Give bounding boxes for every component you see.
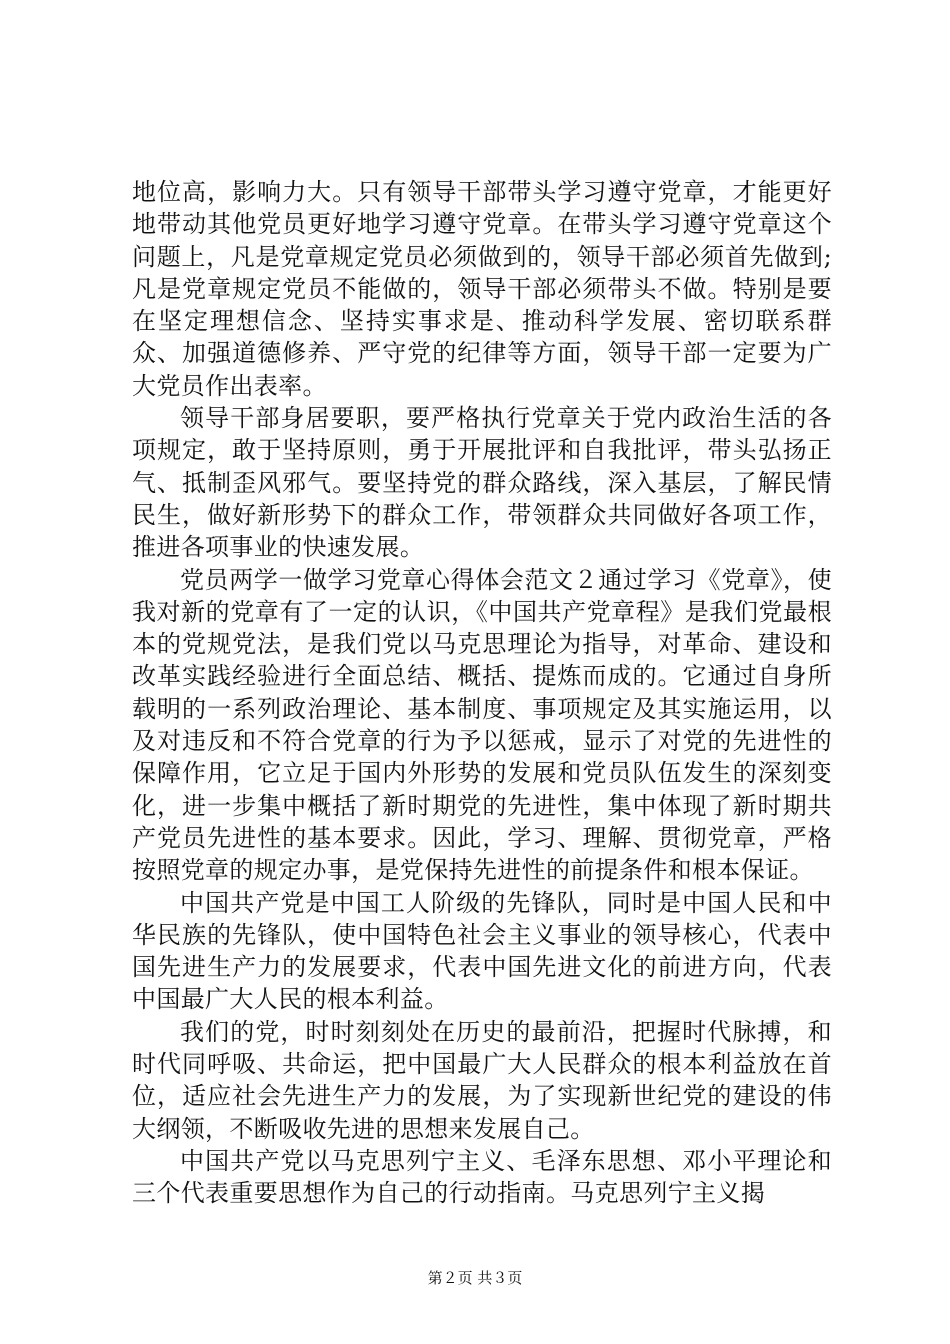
paragraph-party-forefront: 我们的党，时时刻刻处在历史的最前沿，把握时代脉搏，和时代同呼吸、共命运，把中国最广大人民群众的根本利益放在首位，适应社会先进生产力的发展，为了实现新世纪党的建设的伟大纲领，不断吸收先进的思想来发展自己。 xyxy=(132,1017,832,1143)
page-number-footer: 第２页 共３页 xyxy=(427,1269,523,1287)
paragraph-essay-two-intro: 党员两学一做学习党章心得体会范文２通过学习《党章》，使我对新的党章有了一定的认识，《中国共产党章程》是我们党最根本的党规党法，是我们党以马克思理论为指导，对革命、建设和改革实践经验进行全面总结、概括、提炼而成的。它通过自身所载明的一系列政治理论、基本制度、事项规定及其实施运用，以及对违反和不符合党章的行为予以惩戒，显示了对党的先进性的保障作用，它立足于国内外形势的发展和党员队伍发生的深刻变化，进一步集中概括了新时期党的先进性，集中体现了新时期共产党员先进性的基本要求。因此，学习、理解、贯彻党章，严格按照党章的规定办事，是党保持先进性的前提条件和根本保证。 xyxy=(132,565,832,885)
paragraph-leaders-duties: 领导干部身居要职，要严格执行党章关于党内政治生活的各项规定，敢于坚持原则，勇于开展批评和自我批评，带头弘扬正气、抵制歪风邪气。要坚持党的群众路线，深入基层，了解民情民生，做好新形势下的群众工作，带领群众共同做好各项工作，推进各项事业的快速发展。 xyxy=(132,404,832,562)
paragraph-party-vanguard: 中国共产党是中国工人阶级的先锋队，同时是中国人民和中华民族的先锋队，使中国特色社会主义事业的领导核心，代表中国先进生产力的发展要求，代表中国先进文化的前进方向，代表中国最广大人民的根本利益。 xyxy=(132,888,832,1014)
paragraph-guiding-ideology: 中国共产党以马克思列宁主义、毛泽东思想、邓小平理论和三个代表重要思想作为自己的行动指南。马克思列宁主义揭 xyxy=(132,1146,832,1208)
paragraph-continuation: 地位高，影响力大。只有领导干部带头学习遵守党章，才能更好地带动其他党员更好地学习遵守党章。在带头学习遵守党章这个问题上，凡是党章规定党员必须做到的，领导干部必须首先做到;凡是党章规定党员不能做的，领导干部必须带头不做。特别是要在坚定理想信念、坚持实事求是、推动科学发展、密切联系群众、加强道德修养、严守党的纪律等方面，领导干部一定要为广大党员作出表率。 xyxy=(132,178,832,400)
document-body xyxy=(132,176,832,1210)
